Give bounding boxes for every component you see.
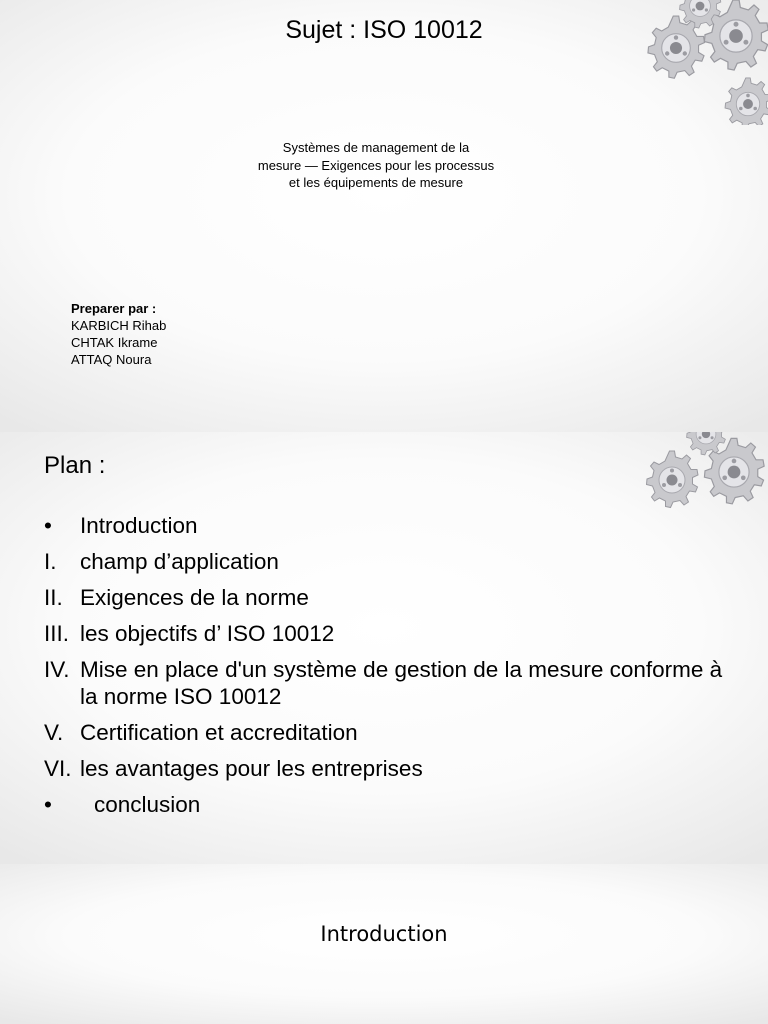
subtitle-line: Systèmes de management de la — [282, 140, 470, 155]
plan-list — [44, 512, 744, 827]
list-item-text: champ d’application — [80, 549, 279, 574]
list-item — [44, 548, 744, 575]
list-item-text: Mise en place d'un système de gestion de la mesure conforme à la norme ISO 10012 — [80, 657, 723, 709]
title-slide — [0, 0, 768, 432]
slide-subtitle — [238, 139, 514, 192]
list-item — [44, 512, 744, 539]
list-marker: III. — [44, 621, 70, 646]
list-marker: • — [44, 513, 52, 538]
list-item — [44, 755, 744, 782]
list-marker: IV. — [44, 657, 70, 682]
introduction-slide — [0, 864, 768, 1024]
list-item-text: Certification et accreditation — [80, 720, 358, 745]
list-marker: II. — [44, 585, 63, 610]
list-marker: • — [44, 792, 52, 817]
list-item — [44, 584, 744, 611]
list-marker: V. — [44, 720, 64, 745]
author-name: KARBICH Rihab — [71, 318, 167, 333]
list-item — [44, 719, 744, 746]
list-marker: VI. — [44, 756, 72, 781]
subtitle-line: et les équipements de mesure — [288, 175, 464, 190]
slide-title: Introduction — [320, 922, 448, 946]
list-item-text: les objectifs d’ ISO 10012 — [80, 621, 335, 646]
list-item — [44, 656, 744, 710]
plan-slide — [0, 432, 768, 864]
list-item-text: Exigences de la norme — [80, 585, 309, 610]
slide-title: Plan : — [44, 452, 106, 479]
authors-block — [71, 300, 166, 368]
list-item — [44, 620, 744, 647]
list-item — [44, 791, 744, 818]
list-item-text: Introduction — [80, 513, 198, 538]
subtitle-line: mesure — Exigences pour les processus — [257, 157, 495, 173]
list-item-text: conclusion — [94, 792, 201, 817]
author-name: CHTAK Ikrame — [71, 335, 158, 350]
list-marker: I. — [44, 549, 57, 574]
slide-title: Sujet : ISO 10012 — [285, 16, 483, 44]
prepared-by-label: Preparer par : — [71, 301, 157, 316]
author-name: ATTAQ Noura — [71, 352, 152, 367]
list-item-text: les avantages pour les entreprises — [80, 756, 423, 781]
